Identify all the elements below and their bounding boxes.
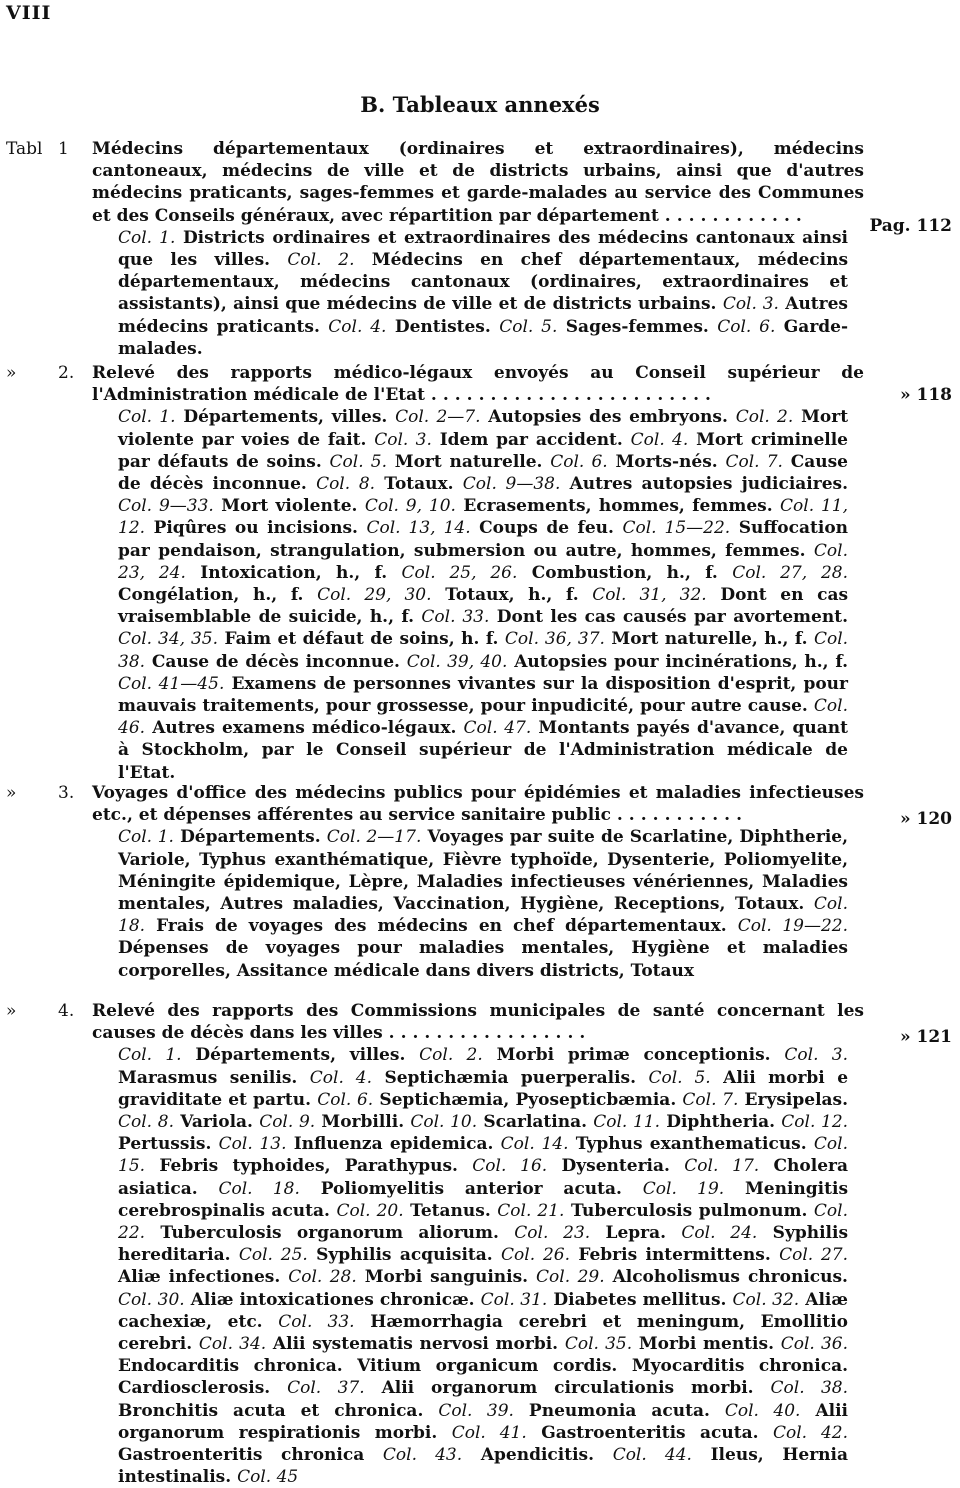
entry-title (92, 362, 864, 406)
column-description: Hæmorrhagia cerebri et meningum, Emollitio cerebri. (118, 1311, 848, 1355)
column-ref: Col. 12. (781, 1112, 849, 1133)
column-description: Sages-femmes. (565, 316, 709, 337)
column-ref: Col. 19. (642, 1178, 725, 1199)
column-ref: Col. 10. (410, 1112, 478, 1133)
column-ref: Col. 34. (198, 1334, 267, 1355)
column-description: Ecrasements, hommes, femmes. (463, 496, 773, 517)
column-description: Endocarditis chronica. Vitium organicum cordis. Myocarditis chronica. Cardiosclerosis. (118, 1356, 848, 1399)
column-description: Bronchitis acuta et chronica. (118, 1400, 424, 1421)
entry-title (92, 138, 864, 227)
column-description: Poliomyelitis anterior acuta. (320, 1178, 622, 1199)
column-ref: Col. 40. (724, 1400, 801, 1421)
entry-title-text: Médecins départementaux (ordinaires et extraordinaires), médecins cantoneaux, médecins de ville et de districts urbains, ainsi que d'autres médecins praticants, sages-femmes et garde-malades au service des Communes et des Conseils généraux, avec répartition par département (92, 139, 864, 226)
column-description: Intoxication, h., f. (200, 562, 388, 583)
column-description: Gastroenteritis acuta. (541, 1422, 759, 1443)
column-description: Cause de décès inconnue. (151, 651, 400, 672)
column-description: Morbilli. (321, 1112, 405, 1133)
column-ref: Col. 21. (497, 1200, 565, 1221)
column-description: Ileus, Hernia intestinalis. (118, 1445, 849, 1488)
column-ref: Col. 15—22. (622, 518, 731, 539)
column-ref: Col. 5. (329, 451, 388, 472)
column-description: Dont les cas causés par avortement. (496, 607, 848, 628)
column-description: Morbi mentis. (638, 1334, 774, 1355)
table-entry (0, 362, 960, 784)
column-description: Dentistes. (394, 316, 491, 337)
entry-title-text: Voyages d'office des médecins publics pour épidémies et maladies infectieuses etc., et dépenses afférentes au service sanitaire public (92, 783, 864, 826)
column-description: Dépenses de voyages pour maladies mentales, Hygiène et maladies corporelles, Assitance médicale dans divers districts, Totaux (118, 938, 848, 981)
table-entry (0, 782, 960, 982)
column-ref: Col. 22. (118, 1200, 848, 1244)
column-description: Pertussis. (118, 1134, 212, 1155)
column-description: Départements, villes. (183, 407, 388, 428)
column-description: Gastroenteritis chronica (118, 1445, 365, 1466)
column-ref: Col. 6. (550, 451, 608, 472)
column-ref: Col. 18. (118, 894, 849, 937)
column-description: Febris intermittens. (578, 1245, 771, 1266)
column-description: Alii systematis nervosi morbi. (272, 1334, 559, 1355)
column-ref: Col. 47. (463, 718, 532, 739)
column-ref: Col. 36, 37. (504, 629, 605, 650)
column-description: Autres examens médico-légaux. (152, 718, 457, 739)
column-description: Districts ordinaires et extraordinaires des médecins cantonaux ainsi que les villes. (118, 227, 848, 271)
column-ref: Col. 3. (374, 429, 432, 450)
column-description: Lepra. (605, 1223, 667, 1244)
column-ref: Col. 35. (564, 1334, 633, 1355)
column-ref: Col. 13, 14. (366, 518, 471, 539)
column-description: Idem par accident. (439, 429, 623, 450)
column-description: Morts-nés. (615, 451, 718, 472)
column-description: Alii morbi e graviditate et partu. (118, 1067, 849, 1110)
entry-label (6, 782, 75, 804)
column-ref: Col. 4. (630, 429, 689, 450)
column-description: Alii organorum circulationis morbi. (381, 1378, 754, 1399)
entry-title (92, 782, 864, 826)
column-description: Combustion, h., f. (531, 562, 718, 583)
column-ref: Col. 33. (278, 1311, 355, 1332)
column-ref: Col. 31, 32. (592, 585, 707, 606)
column-description: Morbi primæ conceptionis. (496, 1045, 771, 1066)
column-ref: Col. 33. (421, 607, 490, 628)
entry-number: 2. (58, 363, 75, 383)
column-ref: Col. 7. (725, 451, 783, 472)
column-ref: Col. 18. (218, 1178, 300, 1199)
entry-label (6, 138, 69, 160)
column-ref: Col. 8. (118, 1112, 174, 1133)
column-ref: Col. 38. (770, 1378, 849, 1399)
column-list (118, 406, 848, 783)
column-ref: Col. 38. (118, 629, 849, 672)
column-description: Pneumonia acuta. (528, 1400, 710, 1421)
column-ref: Col. 17. (684, 1156, 760, 1177)
column-description: Tuberculosis organorum aliorum. (160, 1223, 499, 1244)
dot-leader: ................. (388, 1023, 592, 1044)
page-reference: » 118 (899, 385, 952, 405)
column-description: Congélation, h., f. (118, 585, 304, 606)
column-description: Erysipelas. (744, 1089, 849, 1110)
column-description: Dysenteria. (561, 1156, 670, 1177)
column-ref: Col. 39, 40. (406, 651, 508, 672)
column-description: Examens de personnes vivantes sur la disposition d'esprit, pour mauvais traitements, pour grossesse, pour inpudicité, pour autre cause. (118, 673, 848, 717)
column-list (118, 826, 848, 981)
entry-number: 4. (58, 1001, 75, 1021)
column-ref: Col. 25. (238, 1245, 308, 1266)
column-description: Autres médecins praticants. (118, 294, 848, 337)
column-ref: Col. 8. (316, 474, 376, 495)
column-description: Influenza epidemica. (293, 1134, 494, 1155)
column-ref: Col. 20. (336, 1200, 404, 1221)
column-ref: Col. 27, 28. (732, 562, 849, 583)
column-ref: Col. 1. (118, 827, 174, 848)
column-ref: Col. 39. (438, 1400, 514, 1421)
column-description: Totaux. (384, 474, 454, 495)
column-ref: Col. 1. (118, 1045, 182, 1066)
column-ref: Col. 29, 30. (317, 585, 432, 606)
column-ref: Col. 2—17. (326, 827, 422, 848)
column-description: Montants payés d'avance, quant à Stockholm, par le Conseil supérieur de l'Administration médicale de l'Etat. (118, 718, 849, 783)
column-ref: Col. 30. (118, 1289, 185, 1310)
column-description: Coups de feu. (479, 518, 614, 539)
column-ref: Col. 9. (259, 1112, 316, 1133)
table-entry (0, 1000, 960, 1488)
column-description: Septichæmia, Pyosepticbæmia. (379, 1089, 677, 1110)
entry-title (92, 1000, 864, 1044)
column-description: Tetanus. (410, 1200, 491, 1221)
column-description: Septichæmia puerperalis. (384, 1067, 637, 1088)
column-ref: Col. 1. (118, 227, 176, 248)
column-ref: Col. 29. (536, 1267, 605, 1288)
column-description: Syphilis acquisita. (316, 1245, 493, 1266)
column-ref: Col. 44. (612, 1445, 692, 1466)
column-description: Garde-malades. (118, 316, 849, 359)
column-description: Diabetes mellitus. (553, 1289, 727, 1310)
column-description: Aliæ cachexiæ, etc. (118, 1289, 848, 1332)
column-description: Frais de voyages des médecins en chef départementaux. (156, 916, 727, 937)
column-description: Alcoholismus chronicus. (612, 1267, 848, 1288)
column-ref: Col. 23, 24. (118, 540, 848, 583)
column-description: Piqûres ou incisions. (153, 518, 358, 539)
column-ref: Col. 4. (309, 1067, 373, 1088)
column-description: Faim et défaut de soins, h. f. (224, 629, 499, 650)
column-description: Aliæ intoxicationes chronicæ. (190, 1289, 475, 1310)
column-ref: Col. 3. (722, 294, 779, 315)
entry-label-prefix: » (6, 363, 17, 383)
column-description: Mort violente. (221, 496, 358, 517)
column-ref: Col. 16. (472, 1156, 548, 1177)
column-ref: Col. 2—7. (395, 407, 481, 428)
column-description: Mort naturelle. (394, 451, 543, 472)
dot-leader: ........... (616, 805, 748, 826)
column-ref: Col. 2. (287, 250, 355, 271)
column-ref: Col. 6. (717, 316, 776, 337)
column-ref: Col. 41. (451, 1422, 527, 1443)
column-description: Apendicitis. (480, 1445, 595, 1466)
column-description: Febris typhoides, Parathypus. (159, 1156, 458, 1177)
column-ref: Col. 6. (317, 1089, 374, 1110)
column-ref: Col. 11, 12. (118, 496, 849, 539)
entry-title-text: Relevé des rapports des Commissions municipales de santé concernant les causes de décès dans les villes (92, 1001, 864, 1044)
column-ref: Col. 9—38. (462, 474, 561, 495)
column-ref: Col. 37. (287, 1378, 365, 1399)
column-description: Scarlatina. (483, 1112, 588, 1133)
column-ref: Col. 2. (735, 407, 794, 428)
column-ref: Col. 46. (118, 696, 848, 739)
column-list (118, 1044, 848, 1488)
page-number: VIII (6, 2, 52, 24)
column-ref: Col. 4. (328, 316, 387, 337)
column-list (118, 227, 848, 360)
entry-label-prefix: Tabl (6, 139, 43, 159)
column-ref: Col. 13. (218, 1134, 287, 1155)
column-description: Tuberculosis pulmonum. (570, 1200, 808, 1221)
column-ref: Col. 11. (593, 1112, 661, 1133)
column-description: Diphtheria. (666, 1112, 776, 1133)
entry-number: 3. (58, 783, 75, 803)
column-ref: Col. 3. (784, 1045, 848, 1066)
page-reference: » 120 (899, 809, 952, 829)
section-heading: B. Tableaux annexés (360, 92, 600, 117)
column-description: Variola. (180, 1112, 253, 1133)
column-ref: Col. 15. (118, 1134, 848, 1177)
entry-label-prefix: » (6, 783, 17, 803)
page-reference: » 121 (899, 1027, 952, 1047)
column-ref: Col. 45 (237, 1467, 299, 1488)
column-ref: Col. 19—22. (737, 916, 849, 937)
column-ref: Col. 23. (514, 1223, 591, 1244)
entry-label (6, 362, 75, 384)
column-description: Alii organorum respirationis morbi. (118, 1400, 849, 1443)
column-ref: Col. 27. (779, 1245, 849, 1266)
column-description: Totaux, h., f. (445, 585, 579, 606)
column-description: Mort naturelle, h., f. (611, 629, 808, 650)
column-ref: Col. 43. (382, 1445, 463, 1466)
column-description: Morbi sanguinis. (364, 1267, 529, 1288)
dot-leader: ........................ (430, 385, 717, 406)
column-description: Dont en cas vraisemblable de suicide, h., f. (118, 585, 849, 628)
column-description: Meningitis cerebrospinalis acuta. (118, 1178, 849, 1221)
entry-label-prefix: » (6, 1001, 17, 1021)
entry-number: 1 (58, 139, 69, 159)
dot-leader: ............ (664, 205, 808, 226)
column-description: Mort criminelle par défauts de soins. (118, 429, 848, 472)
column-ref: Col. 26. (501, 1245, 570, 1266)
table-entry (0, 138, 960, 360)
column-description: Cause de décès inconnue. (118, 451, 848, 495)
column-ref: Col. 42. (772, 1422, 849, 1443)
column-description: Voyages par suite de Scarlatine, Diphtherie, Variole, Typhus exanthématique, Fièvre typhoïde, Dysenterie, Poliomyelite, Méningite épidemique, Lèpre, Maladies infectieuses vénériennes, Maladies mentales, Autres maladies, Vaccination, Hygiène, Receptions, Totaux. (118, 827, 849, 915)
column-description: Départements, villes. (195, 1045, 406, 1066)
column-description: Autopsies pour incinérations, h., f. (514, 651, 848, 672)
column-ref: Col. 7. (682, 1089, 739, 1110)
column-ref: Col. 28. (288, 1267, 357, 1288)
column-ref: Col. 41—45. (118, 673, 225, 694)
column-ref: Col. 24. (681, 1223, 758, 1244)
column-ref: Col. 5. (499, 316, 558, 337)
column-ref: Col. 1. (118, 407, 176, 428)
column-ref: Col. 9, 10. (364, 496, 456, 517)
column-ref: Col. 31. (480, 1289, 548, 1310)
column-ref: Col. 2. (419, 1045, 483, 1066)
column-ref: Col. 14. (500, 1134, 569, 1155)
column-description: Aliæ infectiones. (118, 1267, 281, 1288)
column-description: Mort violente par voies de fait. (118, 407, 849, 450)
entry-title-text: Relevé des rapports médico-légaux envoyés au Conseil supérieur de l'Administration médicale de l'Etat (92, 363, 864, 406)
page-reference: Pag. 112 (869, 216, 952, 236)
column-description: Médecins en chef départementaux, médecins départementaux, médecins cantonaux (ordinaires, extraordinaires et assistants), ainsi que médecins de ville et de districts urbains. (118, 250, 849, 315)
column-description: Suffocation par pendaison, strangulation, submersion ou autre, hommes, femmes. (118, 518, 849, 561)
column-ref: Col. 25, 26. (401, 562, 518, 583)
column-description: Syphilis hereditaria. (118, 1223, 849, 1266)
column-description: Typhus exanthematicus. (575, 1134, 807, 1155)
column-description: Cholera asiatica. (118, 1156, 849, 1199)
entry-label (6, 1000, 75, 1022)
column-ref: Col. 32. (732, 1289, 800, 1310)
column-description: Autres autopsies judiciaires. (569, 474, 849, 495)
column-description: Marasmus senilis. (118, 1067, 298, 1088)
column-ref: Col. 5. (648, 1067, 711, 1088)
column-description: Autopsies des embryons. (488, 407, 728, 428)
column-description: Départements. (180, 827, 321, 848)
column-ref: Col. 9—33. (118, 496, 214, 517)
column-ref: Col. 36. (780, 1334, 849, 1355)
column-ref: Col. 34, 35. (118, 629, 219, 650)
